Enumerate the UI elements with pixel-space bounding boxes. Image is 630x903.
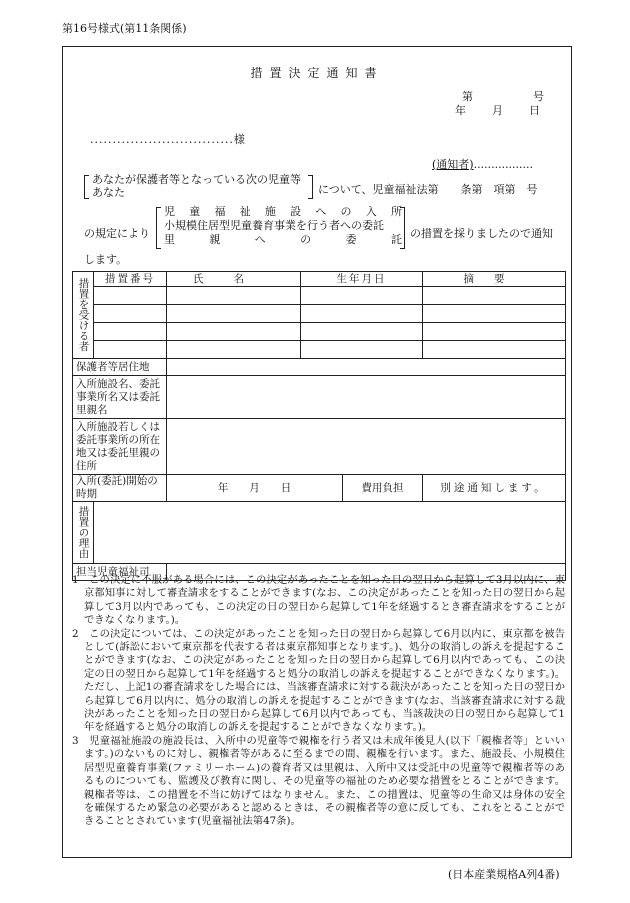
note-item: 3 児童福祉施設の施設長は、入所中の児童等で親権を行う者又は未成年後見人(以下「親権者等」といいます。)のないものに対し、親権者等があるに至るまでの間、親権を行います。また、施設長、小規模住居型児童養育事業(ファミリーホーム)の養育者又は里親は、入所中又は受託中の児童等で親権者等のあるものについても、監護及び教育に関し、その児童等の福祉のため必要な措置をとることができます。親権者等は、この措置を不当に妨げてはなりません。また、この措置は、児童等の生命又は身体の安全を確保するため緊急の必要があると認めるときは、その親権者等の意に反しても、これをとることができることとされています(児童福祉法第47条)。 <box>72 734 565 828</box>
header-name: 氏名 <box>167 272 301 287</box>
table-cell <box>94 305 167 323</box>
measure-table <box>72 271 566 581</box>
addressee: ................................様 <box>90 133 245 146</box>
facility-name-label: 入所施設名、委託事業所名又は委託里親名 <box>73 376 167 419</box>
provision-prefix: の規定により <box>84 227 150 240</box>
bracket-left-2 <box>156 207 161 249</box>
table-cell <box>301 341 423 359</box>
document-number: 第 号 <box>462 90 544 103</box>
table-cell <box>301 287 423 305</box>
table-cell <box>167 305 301 323</box>
measure-options: 児 童 福 祉 施 設 へ の 入 所 小規模住居型児童養育事業を行う者への委託 里 親 へ の 委 託 <box>164 205 402 246</box>
facility-name-value <box>167 376 566 419</box>
bracket-right <box>308 175 313 199</box>
note-item: 1 この決定に不服がある場合には、この決定があったことを知った日の翌日から起算して3月以内に、東京都知事に対して審査請求をすることができます(なお、この決定があったことを知った日の翌日から起算して3月以内であっても、この決定の日の翌日から起算して1年を経過するとき審査請求をすることができなくなります。)。 <box>72 574 565 627</box>
table-cell <box>423 287 566 305</box>
table-cell <box>301 305 423 323</box>
facility-address-value <box>167 419 566 475</box>
table-cell <box>423 305 566 323</box>
form-label: 第16号様式(第11条関係) <box>62 22 187 35</box>
table-cell <box>167 287 301 305</box>
paper-size-note: (日本産業規格A列4番) <box>448 868 560 881</box>
table-cell <box>423 341 566 359</box>
bracket-left <box>84 175 89 199</box>
document-date: 年 月 日 <box>455 104 540 117</box>
guardian-address-label: 保護者等居住地 <box>73 359 167 376</box>
bracket-right-2 <box>400 207 405 249</box>
table-cell <box>167 323 301 341</box>
recipient-side-label: 措置を受ける者 <box>73 272 94 359</box>
note-item: 2 この決定については、この決定があったことを知った日の翌日から起算して6月以内に、東京都を被告として(訴訟において東京都を代表する者は東京都知事となります。)、処分の取消しの訴えを提起することができます(なお、この決定があったことを知った日の翌日から起算して6月以内であっても、この決定の日の翌日から起算して1年を経過すると処分の取消しの訴えを提起することができなくなります。)。ただし、上記1の審査請求をした場合には、当該審査請求に対する裁決があったことを知った日の翌日から起算して6月以内に、処分の取消しの訴えを提起することができます(なお、当該審査請求に対する裁決があったことを知った日の翌日から起算して6月以内であっても、当該裁決の日の翌日から起算して1年を経過すると処分の取消しの訴えを提起することができなくなります。)。 <box>72 627 565 734</box>
law-reference: について、児童福祉法第 条第 項第 号 <box>318 183 538 196</box>
cost-burden-value: 別途通知します。 <box>423 475 566 502</box>
header-birthdate: 生年月日 <box>301 272 423 287</box>
table-cell <box>167 341 301 359</box>
document-title: 措置決定通知書 <box>250 66 384 80</box>
guardian-option: あなたが保護者等となっている次の児童等 あなた <box>92 173 301 199</box>
provision-last: します。 <box>84 253 128 266</box>
guardian-address-value <box>167 359 566 376</box>
provision-suffix: の措置を採りましたので通知 <box>410 227 553 240</box>
notifier: (通知者)................. <box>432 158 534 171</box>
table-cell <box>94 323 167 341</box>
start-date-value: 年 月 日 <box>167 475 343 502</box>
table-cell <box>94 341 167 359</box>
table-cell <box>301 323 423 341</box>
facility-address-label: 入所施設若しくは委託事業所の所在地又は委託里親の住所 <box>73 419 167 475</box>
header-measure-no: 措置番号 <box>94 272 167 287</box>
table-cell <box>94 287 167 305</box>
cost-burden-label: 費用負担 <box>343 475 423 502</box>
reason-value <box>94 502 566 564</box>
table-cell <box>423 323 566 341</box>
header-remarks: 摘要 <box>423 272 566 287</box>
caseworker-label: 担当児童福祉司 <box>73 564 167 581</box>
start-date-label: 入所(委託)開始の時期 <box>73 475 167 502</box>
notes-section <box>72 574 565 829</box>
reason-label: 措置の理由 <box>73 502 94 564</box>
